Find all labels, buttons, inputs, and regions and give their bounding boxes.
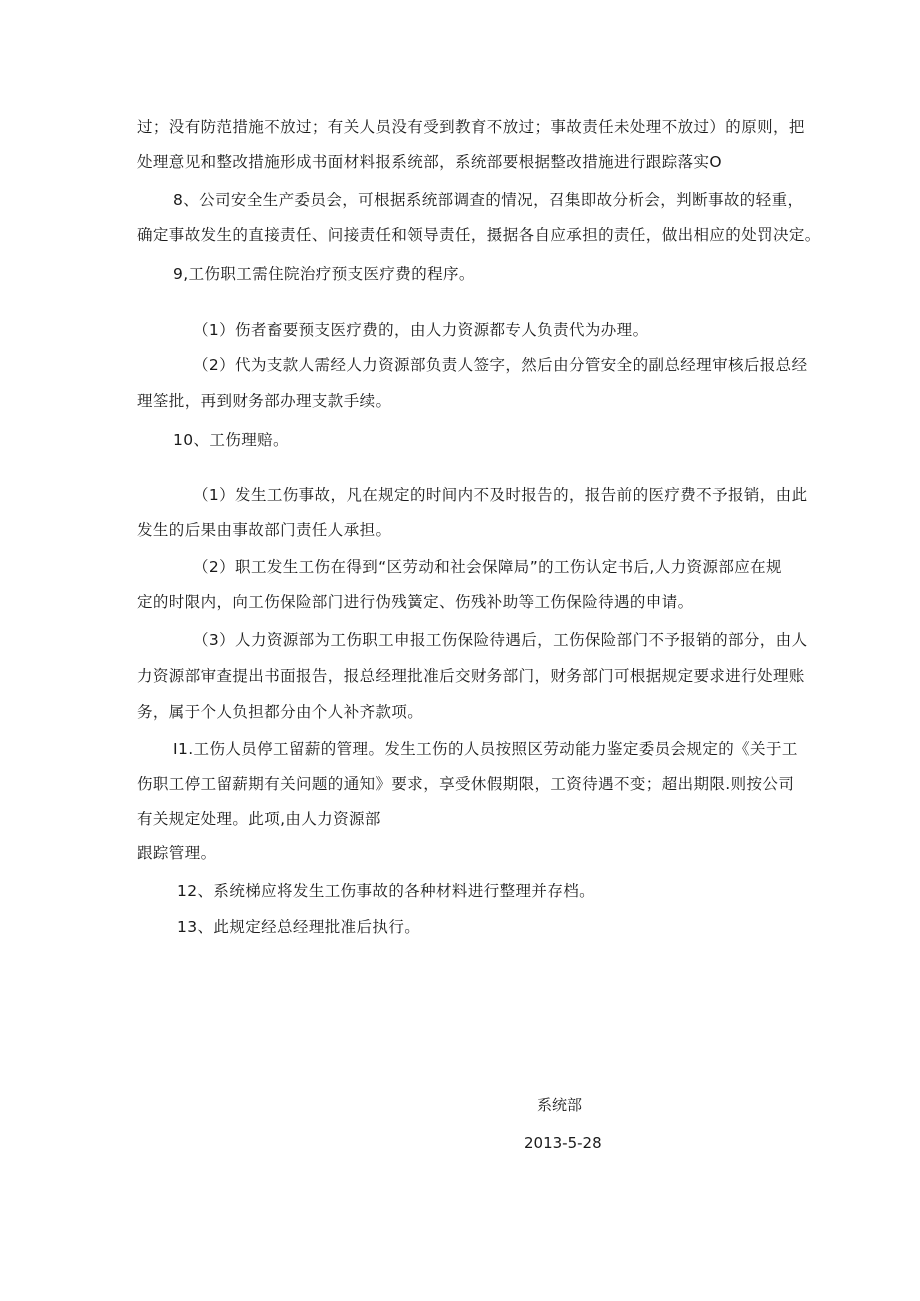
paragraph-line: 10、工伤理赔。	[173, 431, 289, 449]
paragraph-line: （2）代为支款人需经人力资源部负责人签字，然后由分管安全的副总经理审核后报总经	[193, 356, 808, 374]
paragraph-line: 13、此规定经总经理批准后执行。	[177, 918, 421, 936]
paragraph-line: I1.工伤人员停工留薪的管理。发生工伤的人员按照区劳动能力鉴定委员会规定的《关于工	[173, 740, 798, 758]
paragraph-line: 力资源部审查提出书面报告，报总经理批准后交财务部门，财务部门可根据规定要求进行处理账	[137, 667, 805, 685]
paragraph-line: 理筌批，再到财务部办理支款手续。	[137, 392, 392, 410]
paragraph-line: 跟踪管理。	[137, 844, 217, 862]
paragraph-line: 定的时限内，向工伤保险部门进行伪残簧定、伤残补助等工伤保险待遇的申请。	[137, 593, 694, 611]
paragraph-line: 发生的后果由事故部门责任人承担。	[137, 521, 392, 539]
paragraph-line: 处理意见和整改措施形成书面材料报系统部，系统部要根据整改措施进行跟踪落实O	[137, 153, 723, 171]
paragraph-line: 有关规定处理。此项,由人力资源部	[137, 810, 381, 828]
paragraph-line: 务，属于个人负担都分由个人补齐款项。	[137, 703, 424, 721]
signature-date: 2013-5-28	[524, 1134, 602, 1152]
paragraph-line: 确定事故发生的直接责任、问接责任和领导责任，摄据各自应承担的责任，做出相应的处罚决定。	[137, 226, 821, 244]
paragraph-line: 过；没有防范措施不放过；有关人员没有受到教育不放过；事故责任未处理不放过）的原则，把	[137, 118, 805, 136]
signature-department: 系统部	[537, 1096, 583, 1114]
paragraph-line: 8、公司安全生产委员会，可根据系统部调查的情况，召集即故分析会，判断事故的轻重，	[173, 191, 804, 209]
paragraph-line: 伤职工停工留薪期有关问题的通知》要求，享受休假期限，工资待遇不变；超出期限.则按公司	[137, 775, 795, 793]
paragraph-line: （1）伤者畜要预支医疗费的，由人力资源都专人负责代为办理。	[193, 321, 649, 339]
paragraph-line: （1）发生工伤事故，凡在规定的时间内不及时报告的，报告前的医疗费不予报销，由此	[193, 486, 808, 504]
paragraph-line: 9,工伤职工需住院治疗预支医疗费的程序。	[173, 265, 475, 283]
paragraph-line: （2）职工发生工伤在得到“区劳动和社会保障局”的工伤认定书后,人力资源部应在规	[193, 558, 782, 576]
paragraph-line: （3）人力资源部为工伤职工申报工伤保险待遇后，工伤保险部门不予报销的部分，由人	[193, 631, 808, 649]
paragraph-line: 12、系统梯应将发生工伤事故的各种材料进行整理并存档。	[177, 882, 596, 900]
